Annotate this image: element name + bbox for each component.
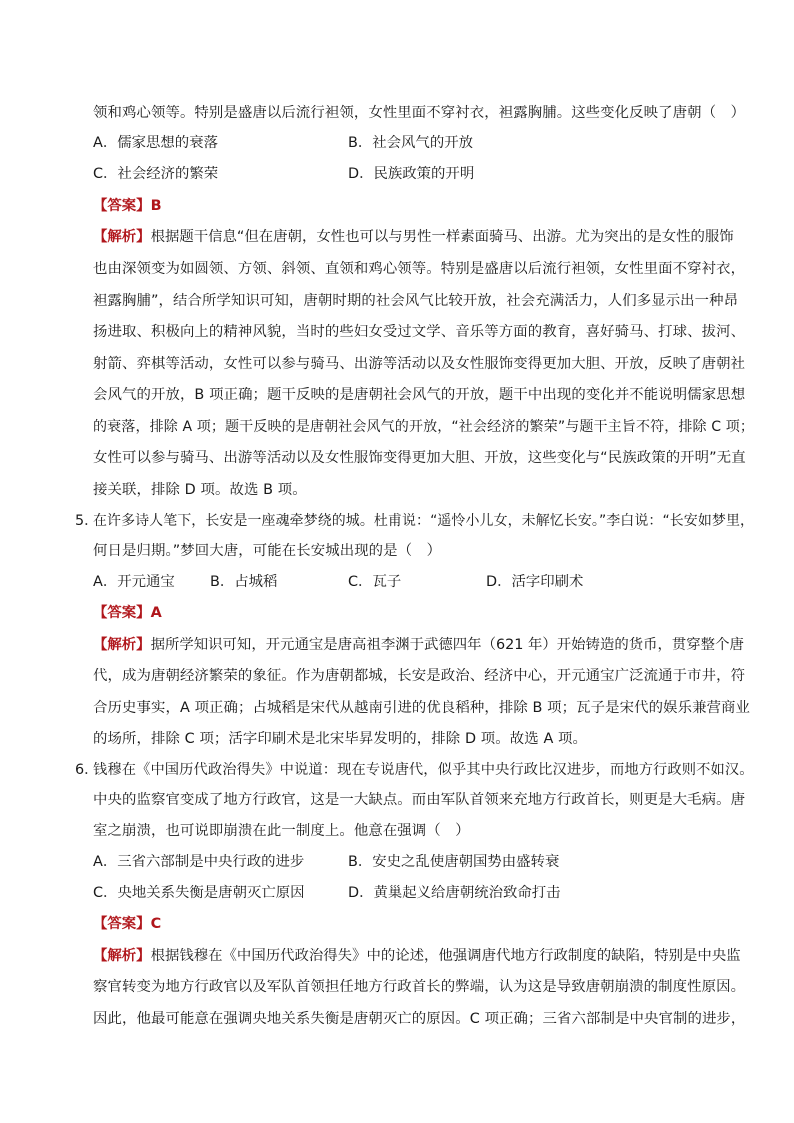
analysis-text: 根据钱穆在《中国历代政治得失》中的论述，他强调唐代地方行政制度的缺陷，特别是中央监 xyxy=(150,948,741,964)
answer-tag: 【答案】 xyxy=(93,605,151,621)
q5-answer xyxy=(93,604,162,622)
analysis-text: 根据题干信息“但在唐朝，女性也可以与男性一样素面骑马、出游。尤为突出的是女性的服饰 xyxy=(150,229,734,245)
answer-value: B xyxy=(150,198,162,214)
q6-option-c: C．央地关系失衡是唐朝灭亡原因 xyxy=(93,885,305,901)
q6-stem-line: 中央的监察官变成了地方行政官，这是一大缺点。而由军队首领来充地方行政首长，则更是大毛病。唐 xyxy=(93,792,746,808)
answer-tag: 【答案】 xyxy=(93,916,151,932)
q5-stem-line: 在许多诗人笔下，长安是一座魂牵梦绕的城。杜甫说：“遥怜小儿女，未解忆长安。”李白说：“长安如梦里， xyxy=(93,513,755,529)
q5-option-a: A．开元通宝 xyxy=(93,574,175,590)
q4-option-c: C．社会经济的繁荣 xyxy=(93,166,219,182)
q5-analysis-first-line xyxy=(93,636,744,654)
q4-analysis-line: 袒露胸脯”，结合所学知识可知，唐朝时期的社会风气比较开放，社会充满活力，人们多显示出一种昂 xyxy=(93,293,739,309)
analysis-text: 据所学知识可知，开元通宝是唐高祖李渊于武德四年（621 年）开始铸造的货币，贯穿整个唐 xyxy=(150,637,744,653)
q4-option-d: D．民族政策的开明 xyxy=(348,166,475,182)
q4-option-a: A．儒家思想的衰落 xyxy=(93,135,218,151)
analysis-tag: 【解析】 xyxy=(93,948,151,964)
q4-analysis-line: 女性可以参与骑马、出游等活动以及女性服饰变得更加大胆、开放，这些变化与“民族政策的开明”无直 xyxy=(93,450,746,466)
q6-stem-line: 钱穆在《中国历代政治得失》中说道：现在专说唐代，似乎其中央行政比汉进步，而地方行政则不如汉。 xyxy=(93,762,754,778)
q4-analysis-line: 扬进取、积极向上的精神风貌，当时的些妇女受过文学、音乐等方面的教育，喜好骑马、打球、拔河、 xyxy=(93,324,746,340)
q6-stem-line: 室之崩溃，也可说即崩溃在此一制度上。他意在强调（ ） xyxy=(93,823,470,839)
q6-answer xyxy=(93,915,161,933)
q6-analysis-line: 因此，他最可能意在强调央地关系失衡是唐朝灭亡的原因。C 项正确；三省六部制是中央官制的进步， xyxy=(93,1011,746,1027)
q4-analysis-line: 也由深领变为如圆领、方领、斜领、直领和鸡心领等。特别是盛唐以后流行袒领，女性里面不穿衬衣， xyxy=(93,261,746,277)
q4-analysis-line: 的衰落，排除 A 项；题干反映的是唐朝社会风气的开放，“社会经济的繁荣”与题干主旨不符，排除 C 项； xyxy=(93,419,755,435)
q5-analysis-line: 合历史事实，A 项正确；占城稻是宋代从越南引进的优良稻种，排除 B 项；瓦子是宋代的娱乐兼营商业 xyxy=(93,700,751,716)
q6-option-b: B．安史之乱使唐朝国势由盛转衰 xyxy=(348,854,560,870)
q5-number: 5． xyxy=(75,513,99,529)
q4-stem-line: 领和鸡心领等。特别是盛唐以后流行袒领，女性里面不穿衬衣，袒露胸脯。这些变化反映了唐朝（ ） xyxy=(93,105,746,121)
q6-number: 6． xyxy=(75,762,99,778)
q4-answer xyxy=(93,197,162,215)
q6-analysis-line: 察官转变为地方行政官以及军队首领担任地方行政首长的弊端，认为这是导致唐朝崩溃的制度性原因。 xyxy=(93,979,746,995)
answer-value: C xyxy=(150,916,162,932)
answer-value: A xyxy=(150,605,162,621)
q5-analysis-line: 代，成为唐朝经济繁荣的象征。作为唐朝都城，长安是政治、经济中心，开元通宝广泛流通于市井，符 xyxy=(93,668,746,684)
q5-option-b: B．占城稻 xyxy=(210,574,278,590)
answer-tag: 【答案】 xyxy=(93,198,151,214)
q5-option-c: C．瓦子 xyxy=(348,574,402,590)
q4-analysis-line: 射箭、弈棋等活动，女性可以参与骑马、出游等活动以及女性服饰变得更加大胆、开放，反映了唐朝社 xyxy=(93,356,746,372)
q6-option-a: A．三省六部制是中央行政的进步 xyxy=(93,854,305,870)
analysis-tag: 【解析】 xyxy=(93,637,151,653)
q6-option-d: D．黄巢起义给唐朝统治致命打击 xyxy=(348,885,561,901)
q4-analysis-first-line xyxy=(93,228,734,246)
q4-analysis-line: 接关联，排除 D 项。故选 B 项。 xyxy=(93,482,307,498)
q4-option-b: B．社会风气的开放 xyxy=(348,135,473,151)
q5-analysis-line: 的场所，排除 C 项；活字印刷术是北宋毕昇发明的，排除 D 项。故选 A 项。 xyxy=(93,731,588,747)
q5-stem-line: 何日是归期。”梦回大唐，可能在长安城出现的是（ ） xyxy=(93,543,442,559)
analysis-tag: 【解析】 xyxy=(93,229,151,245)
q5-option-d: D．活字印刷术 xyxy=(486,574,584,590)
q6-analysis-first-line xyxy=(93,947,741,965)
q4-analysis-line: 会风气的开放，B 项正确；题干反映的是唐朝社会风气的开放，题干中出现的变化并不能说明儒家思想 xyxy=(93,387,746,403)
